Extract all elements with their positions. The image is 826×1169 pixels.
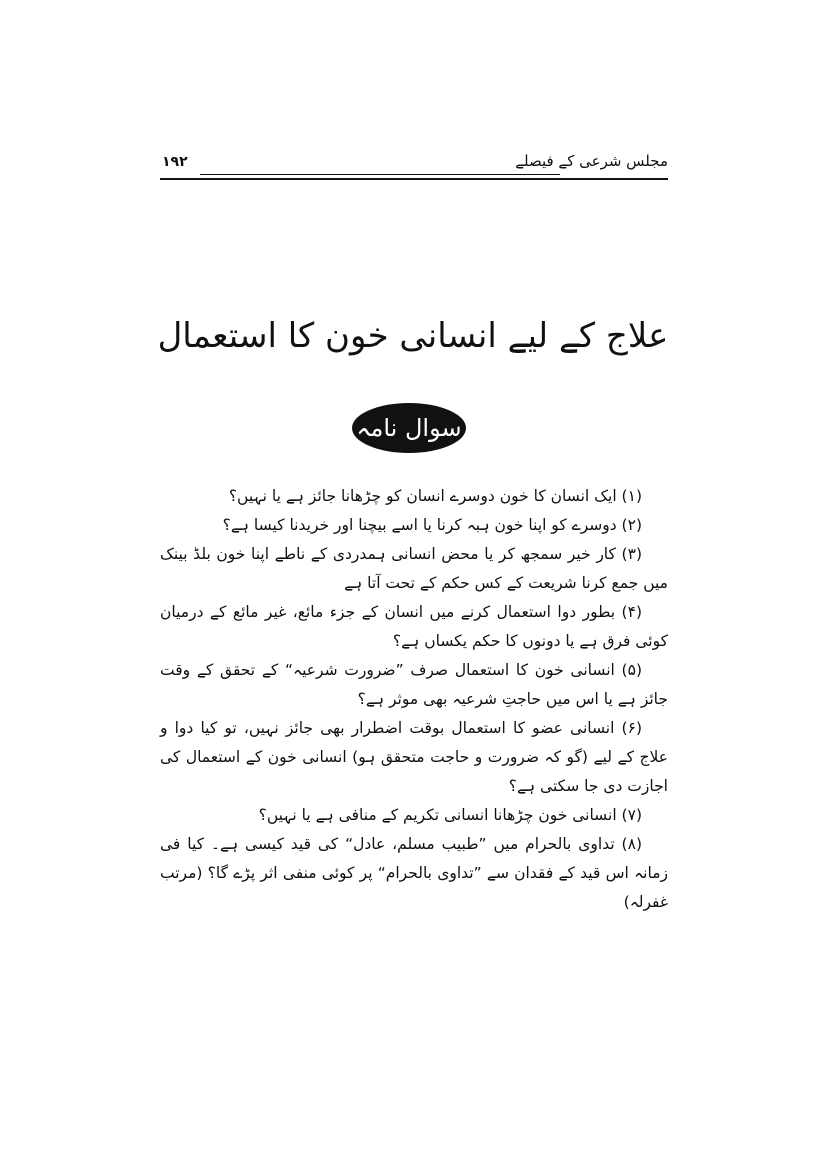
running-header: [160, 150, 668, 180]
page-number: ۱۹۲: [162, 154, 188, 170]
question-item: (۷) انسانی خون چڑھانا انسانی تکریم کے منافی ہے یا نہیں؟: [258, 806, 642, 824]
chapter-title: علاج کے لیے انسانی خون کا استعمال: [157, 316, 669, 356]
question-item: (۶) انسانی عضو کا استعمال بوقت اضطرار بھی جائز نہیں، تو کیا دوا و علاج کے لیے (گو کہ ضرورت و حاجت متحقق ہو) انسانی خون کے استعمال کی اجازت دی جا سکتی ہے؟: [160, 719, 668, 795]
question-item: (۱) ایک انسان کا خون دوسرے انسان کو چڑھانا جائز ہے یا نہیں؟: [228, 487, 642, 505]
question-item: (۵) انسانی خون کا استعمال صرف ”ضرورت شرعیہ“ کے تحقق کے وقت جائز ہے یا اس میں حاجتِ شرعیہ بھی موثر ہے؟: [160, 661, 668, 708]
header-rule: [200, 174, 560, 175]
question-item: (۴) بطور دوا استعمال کرنے میں انسان کے جزء مائع، غیر مائع کے درمیان کوئی فرق ہے یا دونوں کا حکم یکساں ہے؟: [160, 603, 668, 650]
question-item: (۳) کار خیر سمجھ کر یا محض انسانی ہمدردی کے ناطے اپنا خون بلڈ بینک میں جمع کرنا شریعت کے کس حکم کے تحت آتا ہے: [160, 545, 668, 592]
running-header-book-title: مجلس شرعی کے فیصلے: [511, 152, 668, 170]
question-item: (۲) دوسرے کو اپنا خون ہبہ کرنا یا اسے بیچنا اور خریدنا کیسا ہے؟: [222, 516, 642, 534]
section-badge: سوال نامہ: [352, 403, 466, 453]
question-item: (۸) تداوی بالحرام میں ”طبیب مسلم، عادل“ کی قید کیسی ہے۔ کیا فی زمانہ اس قید کے فقدان سے ”تداوی بالحرام“ پر کوئی منفی اثر پڑے گا؟ (مرتب غفرلہ): [160, 835, 668, 911]
questionnaire: [160, 482, 668, 917]
